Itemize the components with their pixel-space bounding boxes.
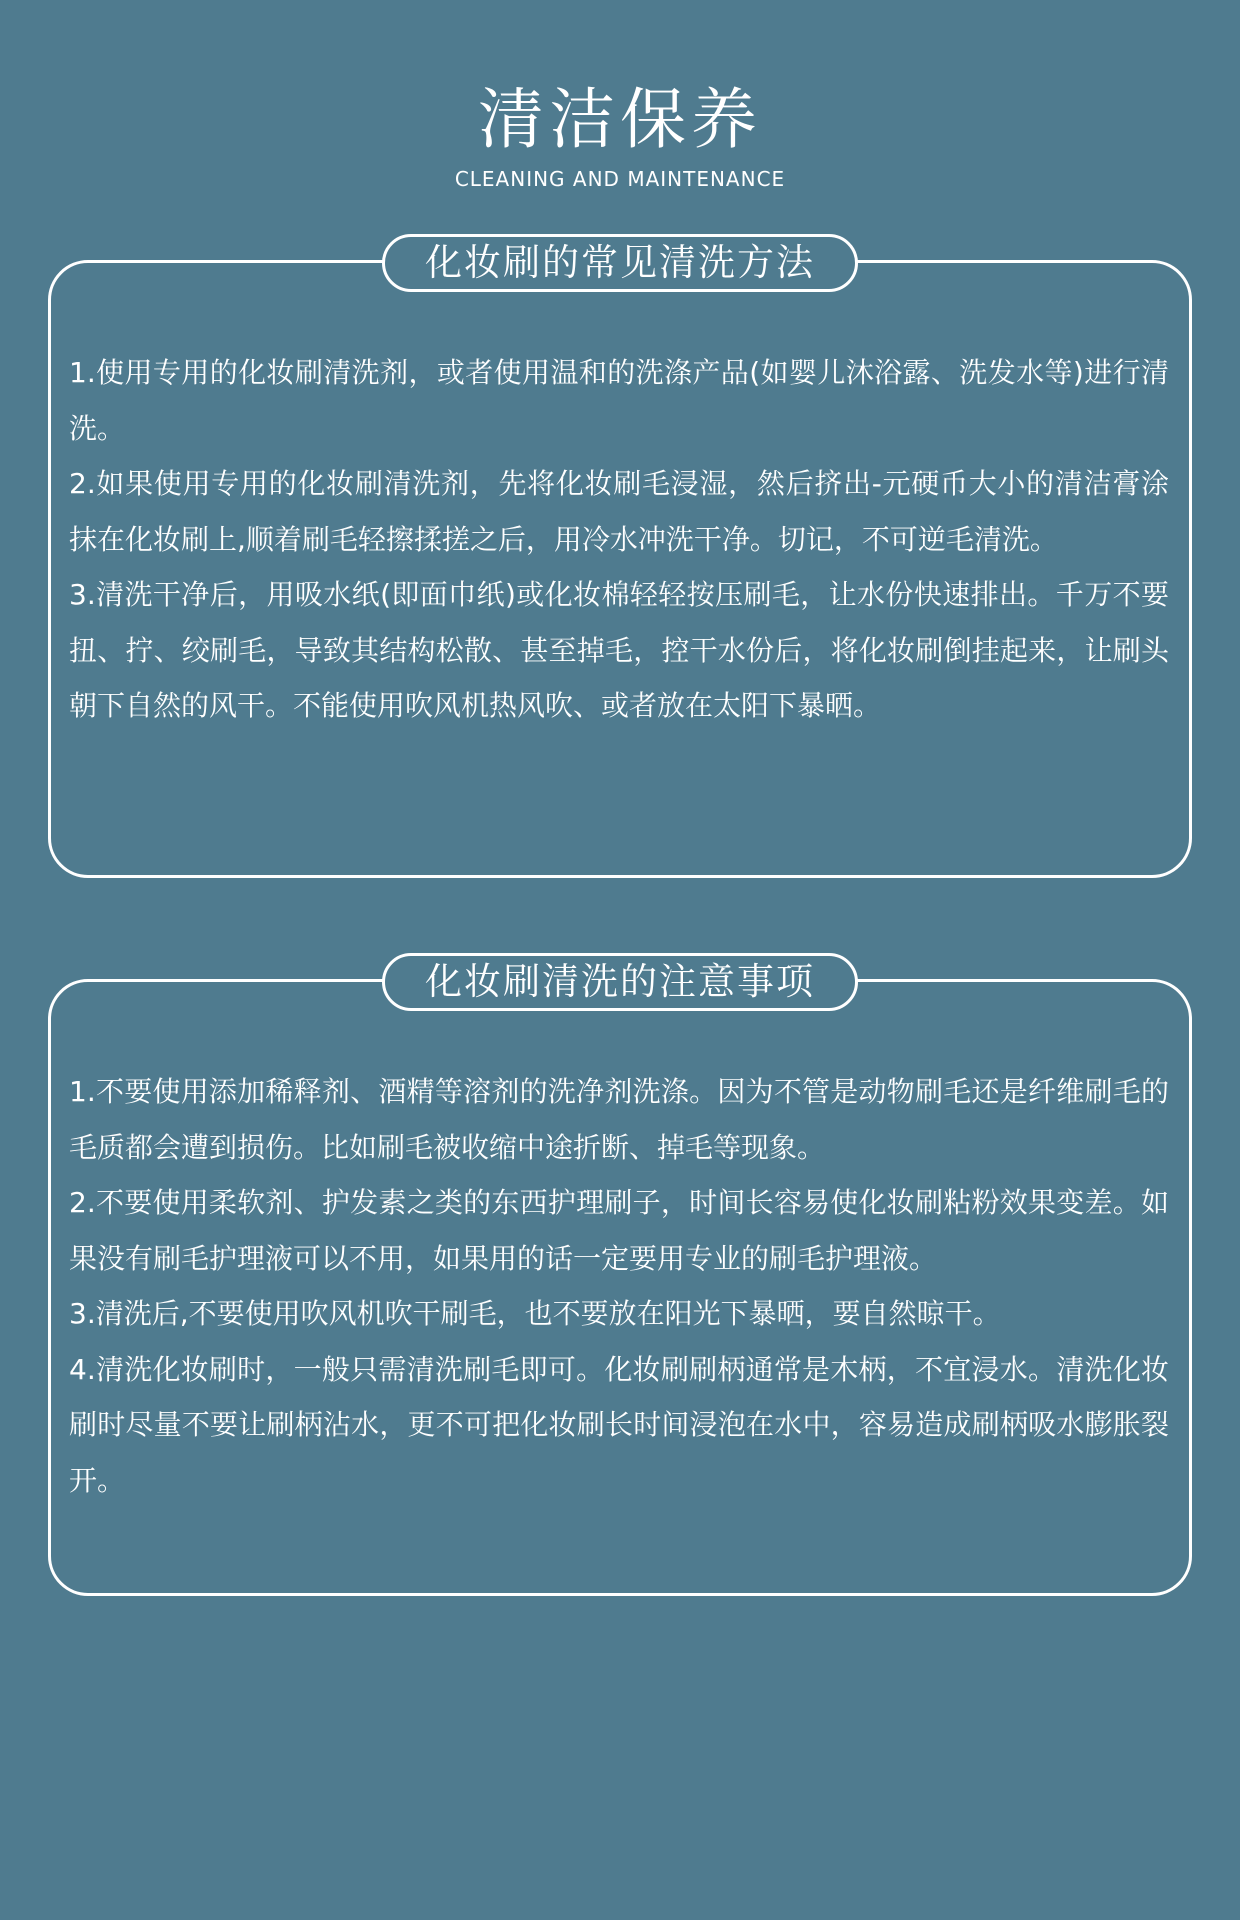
- page-subtitle: CLEANING AND MAINTENANCE: [454, 167, 786, 191]
- paragraph-item: 2.不要使用柔软剂、护发素之类的东西护理刷子，时间长容易使化妆刷粘粉效果变差。如果没有刷毛护理液可以不用，如果用的话一定要用专业的刷毛护理液。: [69, 1186, 1169, 1275]
- page-header: [0, 78, 1240, 192]
- section-heading: 化妆刷清洗的注意事项: [382, 953, 858, 1011]
- paragraph-item: 3.清洗后,不要使用吹风机吹干刷毛，也不要放在阳光下暴晒，要自然晾干。: [69, 1297, 1001, 1330]
- paragraph-item: 1.不要使用添加稀释剂、酒精等溶剂的洗净剂洗涤。因为不管是动物刷毛还是纤维刷毛的毛质都会遭到损伤。比如刷毛被收缩中途折断、掉毛等现象。: [69, 1075, 1169, 1164]
- paragraph-item: 1.使用专用的化妆刷清洗剂，或者使用温和的洗涤产品(如婴儿沐浴露、洗发水等)进行清洗。: [69, 356, 1169, 445]
- page-title: 清洁保养: [478, 81, 762, 158]
- section-body: [69, 345, 1169, 734]
- cleaning-methods-section: [48, 241, 1192, 878]
- paragraph-item: 2.如果使用专用的化妆刷清洗剂，先将化妆刷毛浸湿，然后挤出-元硬币大小的清洁膏涂抹在化妆刷上,顺着刷毛轻擦揉搓之后，用冷水冲洗干净。切记，不可逆毛清洗。: [69, 467, 1169, 556]
- section-heading: 化妆刷的常见清洗方法: [382, 234, 858, 292]
- section-body: [69, 1064, 1169, 1508]
- cleaning-precautions-section: [48, 960, 1192, 1596]
- paragraph-item: 3.清洗干净后，用吸水纸(即面巾纸)或化妆棉轻轻按压刷毛，让水份快速排出。千万不要扭、拧、绞刷毛，导致其结构松散、甚至掉毛，控干水份后，将化妆刷倒挂起来，让刷头朝下自然的风干。不能使用吹风机热风吹、或者放在太阳下暴晒。: [69, 578, 1169, 722]
- paragraph-item: 4.清洗化妆刷时，一般只需清洗刷毛即可。化妆刷刷柄通常是木柄，不宜浸水。清洗化妆刷时尽量不要让刷柄沾水，更不可把化妆刷长时间浸泡在水中，容易造成刷柄吸水膨胀裂开。: [69, 1352, 1169, 1497]
